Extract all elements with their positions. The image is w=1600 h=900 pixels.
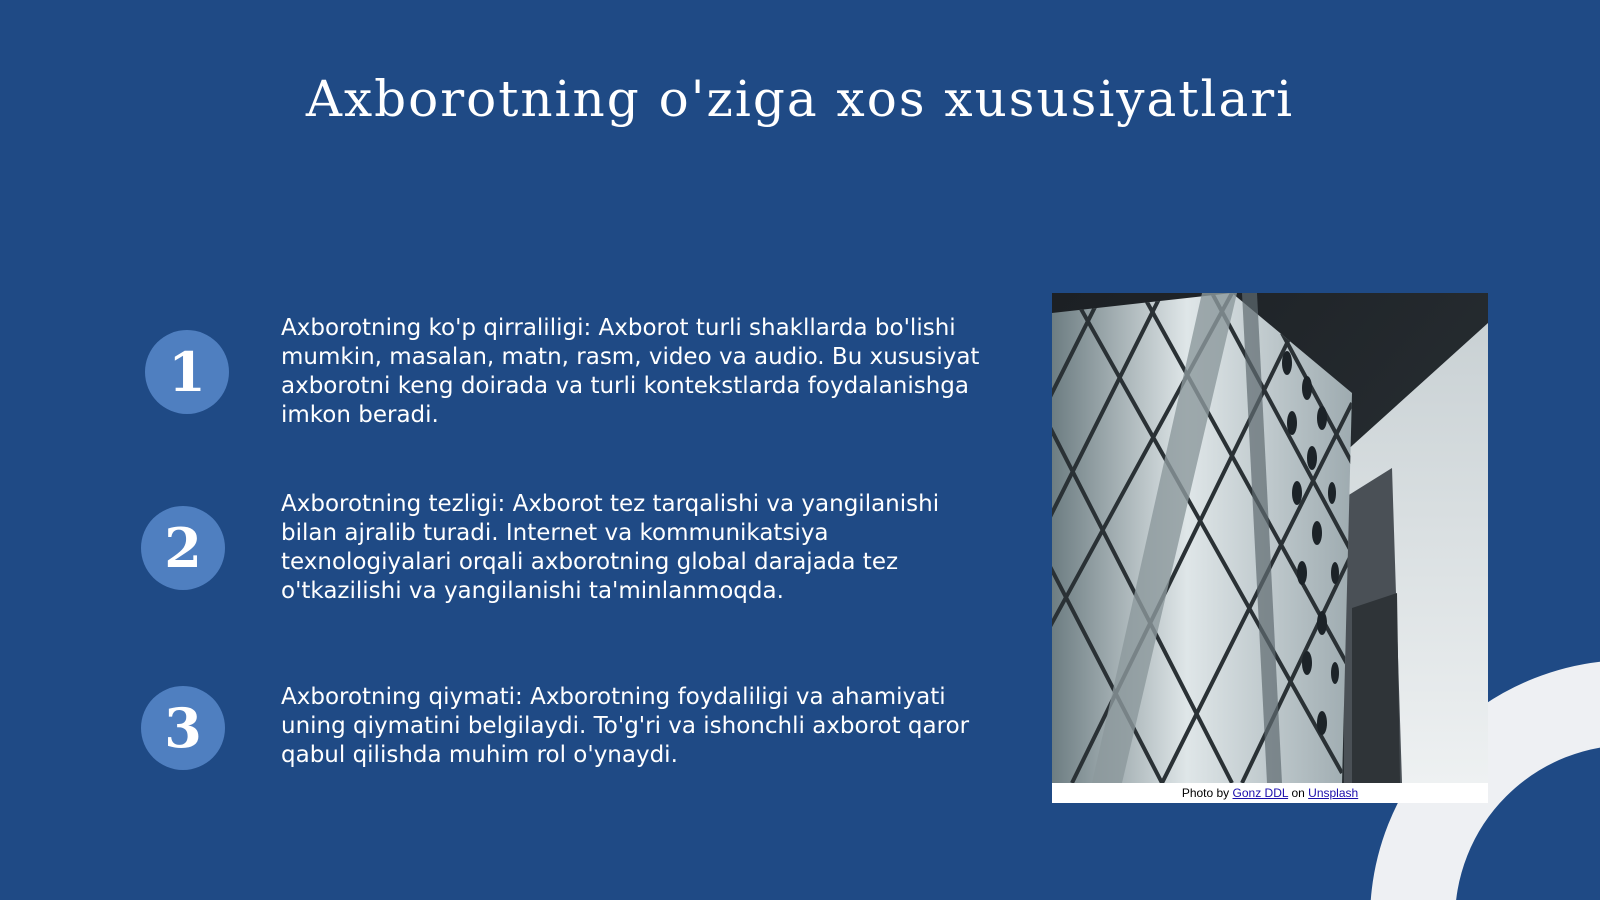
building-photo [1052,293,1488,783]
photo-caption [1052,783,1488,803]
caption-prefix: Photo by [1181,786,1230,800]
number-badge-1: 1 [145,330,229,414]
slide-title: Axborotning o'ziga xos xususiyatlari [305,70,1295,128]
number-badge-2: 2 [141,506,225,590]
list-item-text-3: Axborotning qiymati: Axborotning foydaliligi va ahamiyati uning qiymatini belgilaydi. To'g'ri va ishonchli axborot qaror qabul qilishda muhim rol o'ynaydi. [281,684,970,768]
caption-middle: on [1291,786,1305,800]
list-item-text-2: Axborotning tezligi: Axborot tez tarqalishi va yangilanishi bilan ajralib turadi. Internet va kommunikatsiya texnologiyalari orqali axborotning global darajada tez o'tkazilishi va yangilanishi ta'minlanmoqda. [281,491,940,604]
photo-author-link[interactable]: Gonz DDL [1232,786,1289,800]
list-item-3 [145,686,1005,786]
list-item-text-1: Axborotning ko'p qirraliligi: Axborot turli shakllarda bo'lishi mumkin, masalan, matn, rasm, video va audio. Bu xususiyat axborotni keng doirada va turli kontekstlarda foydalanishga imkon beradi. [281,315,980,428]
photo-source-link[interactable]: Unsplash [1308,786,1359,800]
photo-frame [1052,293,1488,803]
number-badge-3: 3 [141,686,225,770]
list-item-2 [145,491,1005,606]
list-item-1 [145,315,1005,430]
